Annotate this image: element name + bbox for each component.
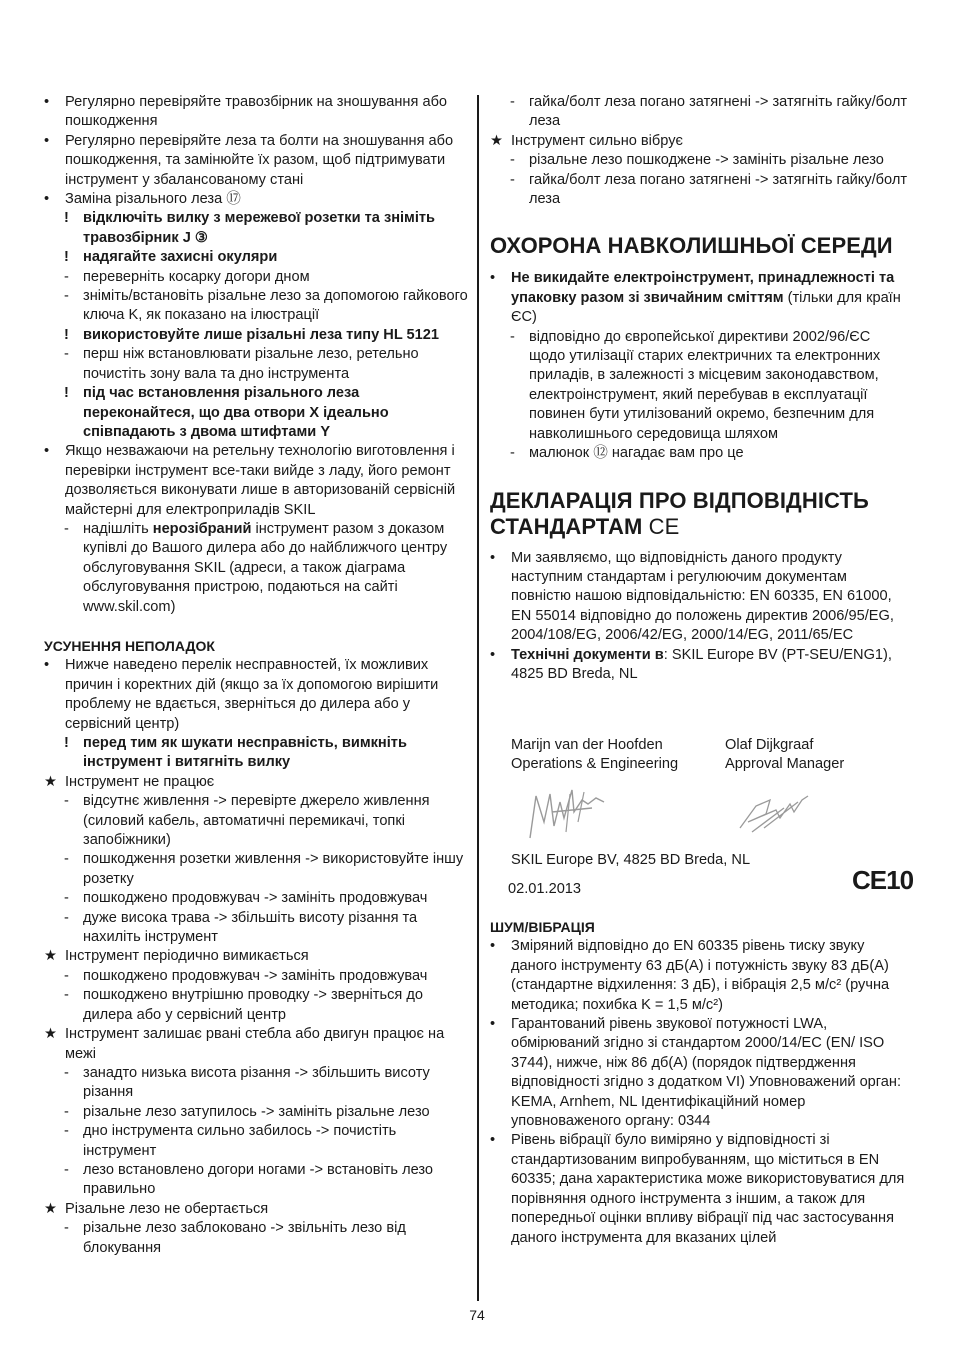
troubleshoot-warning-text: перед тим як шукати несправність, вимкніть інструмент і витягніть вилку	[83, 735, 407, 771]
warning-marker: !	[64, 249, 69, 266]
dash-marker: -	[64, 851, 69, 868]
step-item	[44, 268, 468, 287]
solution-item	[44, 1219, 468, 1258]
solution-item	[44, 1122, 468, 1161]
solution-item	[44, 850, 468, 889]
continued-item: - гайка/болт леза погано затягнені -> затягніть гайку/болт леза	[490, 93, 910, 132]
step-item-text: зніміть/встановіть різальне лезо за допомогою гайкового ключа K, як показано на ілюстрації	[83, 288, 468, 324]
signature-2-icon	[736, 788, 816, 838]
vibration-problem	[490, 132, 910, 210]
list-item-text: Регулярно перевіряйте леза та болти на зношування або пошкодження, та замінюйте їх разом, щоб підтримувати інструмент у збалансованому стані	[65, 132, 454, 188]
company-address: SKIL Europe BV, 4825 BD Breda, NL	[511, 852, 751, 868]
bullet-marker: •	[44, 657, 50, 674]
dash-marker: -	[64, 967, 69, 984]
solution-item-text: занадто низька висота різання -> збільшить висоту різання	[83, 1064, 430, 1101]
noise-bullet-1: • Зміряний відповідно до EN 60335 рівень тиску звуку даного інструменту 63 дБ(А) і потужність звуку 83 дБ(А) (стандартне відхилення: 3 дБ), і вібрація 2,5 м/с² (ручна методика; похибка K = 1,5 м/с²)	[490, 937, 910, 1015]
environment-item	[490, 444, 910, 463]
problem-title-text: Різальне лезо не обертається	[65, 1200, 269, 1217]
repair-sub-item	[44, 520, 468, 617]
step-item	[44, 248, 468, 267]
blade-replacement-steps	[44, 209, 468, 442]
environment-bullet-post: (тільки для країн ЄС)	[511, 289, 901, 326]
signatory-2	[725, 736, 844, 775]
repair-bullet	[44, 442, 468, 520]
problem-list	[44, 773, 468, 1258]
problem-title	[44, 947, 468, 966]
noise-bullet-2: • Гарантований рівень звукової потужності LWA, обмірюваний згідно зі стандартом 2000/14/EC (EN/ ISO 3744), нижче, ніж 86 дб(А) (порядок підтвердження відповідності згідно з додатком VI) Уповноважений орган: KEMA, Arnhem, NL Ідентифікаційний номер уповноваженого органу: 0344	[490, 1015, 910, 1131]
solution-item-text: пошкодження розетки живлення -> використовуйте іншу розетку	[83, 851, 464, 887]
signatory-2-name: Olaf Dijkgraaf	[725, 737, 814, 753]
dash-marker: -	[64, 288, 69, 305]
signatory-1	[511, 736, 678, 775]
signatory-2-role: Approval Manager	[725, 756, 845, 773]
environment-item-text: малюнок ⑫ нагадає вам про це	[529, 445, 744, 462]
step-item-text: переверніть косарку догори дном	[83, 268, 310, 285]
environment-items	[490, 328, 910, 464]
solution-item	[44, 792, 468, 850]
noise-section	[490, 918, 910, 1248]
solution-item-text: гайка/болт леза погано затягнені -> затягніть гайку/болт леза	[529, 171, 908, 208]
environment-item	[490, 328, 910, 444]
solution-item-text: різальне лезо пошкоджене -> замініть різальне лезо	[529, 152, 884, 169]
dash-marker: -	[64, 346, 69, 363]
troubleshooting-heading: УСУНЕННЯ НЕПОЛАДОК	[44, 637, 215, 654]
problem-title-text: Інструмент періодично вимикається	[65, 948, 309, 965]
environment-heading: ОХОРОНА НАВКОЛИШНЬОЇ СЕРЕДИ	[490, 233, 893, 259]
troubleshoot-intro	[44, 656, 468, 734]
step-item	[44, 345, 468, 384]
dash-marker: -	[64, 1161, 69, 1178]
warning-marker: !	[64, 210, 69, 227]
star-icon: ★	[44, 948, 58, 965]
problem-title	[44, 1025, 468, 1064]
solution-item-text: дно інструмента сильно забилось -> почистіть інструмент	[83, 1123, 397, 1159]
noise-text-3: Рівень вібрації було виміряно у відповідності зі стандартизованим випробуванням, що міститься в EN 60335; дана характеристика може використовуватися для порівняння одного інструмента з іншим, а також для попередньої оцінки впливу вібрації під час застосування даного інструмента для вказаних цілей	[511, 1132, 905, 1246]
troubleshoot-warning	[44, 734, 468, 773]
repair-sub-pre: надішліть	[83, 520, 153, 537]
step-item	[44, 326, 468, 345]
solution-item	[44, 909, 468, 948]
declaration-bullet-1: • Ми заявляємо, що відповідність даного продукту наступним стандартам і регулюючим документам повністю нашою відповідальністю: EN 60335, EN 61000, EN 55014 відповідно до положень директив 2006/95/EG, 2004/108/EG, 2006/42/EG, 2000/14/EG, 2011/65/EC	[490, 549, 910, 646]
column-divider	[477, 95, 479, 1301]
problem-title-text: Інструмент не працює	[65, 773, 215, 790]
solution-item	[44, 967, 468, 986]
declaration-text: Ми заявляємо, що відповідність даного продукту наступним стандартам і регулюючим документам повністю нашою відповідальністю: EN 60335, EN 61000, EN 55014 відповідно до положень директив 2006/95/EG, 2004/108/EG, 2006/42/EG, 2000/14/EG, 2011/65/EC	[511, 549, 894, 644]
solution-item	[44, 1064, 468, 1103]
repair-sub-bold: нерозібраний	[152, 520, 252, 537]
solution-item-text: лезо встановлено догори ногами -> встановіть лезо правильно	[83, 1161, 434, 1198]
list-item	[44, 132, 468, 190]
warning-marker: !	[64, 385, 69, 402]
noise-text-1: Зміряний відповідно до EN 60335 рівень тиску звуку даного інструменту 63 дБ(А) і потужність звуку 83 дБ(А) (стандартне відхилення: 3 дБ), і вібрація 2,5 м/с² (ручна методика; похибка K = 1,5 м/с²)	[511, 938, 890, 1013]
ce-10-mark-icon: CE10	[852, 865, 914, 895]
solution-item	[44, 986, 468, 1025]
dash-marker: -	[510, 328, 515, 345]
dash-marker: -	[64, 909, 69, 926]
list-item	[44, 93, 468, 132]
step-item-text: перш ніж встановлювати різальне лезо, ретельно почистіть зону вала та дно інструмента	[83, 346, 419, 382]
tech-docs-address: : SKIL Europe BV (PT-SEU/ENG1), 4825 BD Breda, NL	[511, 646, 892, 682]
step-item-text: надягайте захисні окуляри	[83, 249, 278, 266]
dash-marker: -	[64, 890, 69, 907]
repair-text: Якщо незважаючи на ретельну технологію виготовлення і перевірки інструмент все-таки вийде з ладу, його ремонт дозволяється виконувати лише в авторизованій сервісній майстерні для електроприладів SKIL	[65, 443, 456, 518]
repair-sub-post: інструмент разом з доказом купівлі до Вашого дилера або до найближчого центру обслуговування SKIL (адреси, а також діаграма обслуговування пристрою, подаються на сайті www.skil.com)	[83, 520, 448, 615]
warning-marker: !	[64, 735, 69, 751]
list-item-text: Заміна різального леза ⑰	[65, 191, 241, 208]
star-icon: ★	[44, 1026, 58, 1043]
step-item	[44, 384, 468, 442]
bullet-marker: •	[44, 94, 50, 110]
solution-item	[44, 1103, 468, 1122]
problem-title-text: Інструмент сильно вібрує	[511, 132, 683, 149]
maintenance-list	[44, 93, 468, 209]
declaration-title: ДЕКЛАРАЦІЯ ПРО ВІДПОВІДНІСТЬ СТАНДАРТАМ	[490, 487, 869, 539]
bullet-marker: •	[490, 270, 496, 287]
step-item-text: під час встановлення різального леза переконайтеся, що два отвори X ідеально співпадають з двома штифтами Y	[83, 385, 389, 440]
solution-item-text: пошкоджено продовжувач -> замініть продовжувач	[83, 967, 428, 984]
dash-marker: -	[64, 793, 69, 810]
solution-item	[490, 171, 910, 210]
troubleshoot-intro-text: Нижче наведено перелік несправностей, їх можливих причин і коректних дій (якщо за їх допомогою вирішити проблему не вдається, зверніться до дилера або у сервісний центр)	[65, 657, 439, 732]
solution-item	[490, 151, 910, 170]
dash-marker: -	[510, 171, 515, 188]
dash-marker: -	[510, 152, 515, 169]
environment-bullet	[490, 269, 910, 327]
problem-title	[44, 773, 468, 792]
bullet-marker: •	[44, 191, 50, 208]
signatory-1-role: Operations & Engineering	[511, 756, 679, 773]
dash-marker: -	[64, 1123, 69, 1140]
tech-docs-label: Технічні документи в	[511, 646, 664, 663]
solution-item-text: відсутнє живлення -> перевірте джерело живлення (силовий кабель, автоматичні перемикачі, топкі запобіжники)	[83, 793, 430, 849]
signature-1-icon	[522, 782, 612, 844]
ce-mark-icon: CE	[648, 513, 680, 539]
continued-item-text: гайка/болт леза погано затягнені -> затягніть гайку/болт леза	[529, 94, 908, 130]
step-item-text: відключіть вилку з мережевої розетки та зніміть травозбірник J ③	[83, 210, 436, 246]
solution-item-text: різальне лезо затупилось -> замініть різальне лезо	[83, 1103, 430, 1120]
solution-item-text: пошкоджено продовжувач -> замініть продовжувач	[83, 890, 428, 907]
signatory-1-name: Marijn van der Hoofden	[511, 737, 663, 753]
dash-marker: -	[64, 987, 69, 1004]
solution-item-text: дуже висока трава -> збільшіть висоту різання та нахиліть інструмент	[83, 909, 418, 946]
declaration-date: 02.01.2013	[508, 881, 582, 897]
dash-marker: -	[64, 268, 69, 285]
environment-item-text: відповідно до європейської директиви 2002/96/ЄС щодо утилізації старих електричних та електронних приладів, в залежності з місцевим законодавством, електроінструмент, який перебував в експлуатації повинен бути утилізований окремо, безпечним для навколишнього середовища шляхом	[529, 328, 881, 442]
step-item-text: використовуйте лише різальні леза типу HL 5121	[83, 326, 439, 343]
solution-item-text: пошкоджено внутрішню проводку -> зверніться до дилера або у сервісний центр	[83, 987, 423, 1023]
dash-marker: -	[64, 1064, 69, 1081]
solution-item-text: різальне лезо заблоковано -> звільніть лезо від блокування	[83, 1220, 406, 1256]
dash-marker: -	[64, 520, 69, 537]
bullet-marker: •	[44, 132, 50, 149]
dash-marker: -	[64, 1103, 69, 1120]
bullet-marker: •	[44, 443, 50, 460]
noise-heading: ШУМ/ВІБРАЦІЯ	[490, 919, 595, 935]
star-icon: ★	[490, 132, 504, 149]
environment-bullet-bold: Не викидайте електроінструмент, принадлежності та упаковку разом зі звичайним сміттям	[511, 270, 895, 306]
warning-marker: !	[64, 326, 69, 343]
right-column	[490, 93, 910, 684]
declaration-heading	[490, 488, 910, 540]
star-icon: ★	[44, 1200, 58, 1217]
list-item	[44, 190, 468, 209]
step-item	[44, 287, 468, 326]
solution-item	[44, 889, 468, 908]
dash-marker: -	[510, 445, 515, 462]
noise-bullet-3: • Рівень вібрації було виміряно у відповідності зі стандартизованим випробуванням, що міститься в EN 60335; дана характеристика може використовуватися для порівняння одного інструмента з іншим, а також для попередньої оцінки впливу вібрації під час застосування даного інструмента для вказаних цілей	[490, 1131, 910, 1247]
noise-text-2: Гарантований рівень звукової потужності LWA, обмірюваний згідно зі стандартом 2000/14/EC (EN/ ISO 3744), нижче, ніж 86 дб(А) (порядок підтвердження відповідності згідно з додатком VI) Уповноважений орган: KEMA, Arnhem, NL Ідентифікаційний номер уповноваженого органу: 0344	[511, 1016, 902, 1130]
declaration-bullet-2: • Технічні документи в: SKIL Europe BV (PT-SEU/ENG1), 4825 BD Breda, NL	[490, 646, 892, 682]
solution-item	[44, 1161, 468, 1200]
page-number: 74	[469, 1307, 485, 1323]
dash-marker: -	[64, 1220, 69, 1237]
left-column	[44, 93, 468, 1258]
star-icon: ★	[44, 773, 58, 790]
step-item	[44, 209, 468, 248]
problem-title	[44, 1200, 468, 1219]
list-item-text: Регулярно перевіряйте травозбірник на зношування або пошкодження	[65, 94, 448, 130]
problem-title	[490, 132, 910, 151]
problem-title-text: Інструмент залишає рвані стебла або двигун працює на межі	[65, 1026, 445, 1062]
